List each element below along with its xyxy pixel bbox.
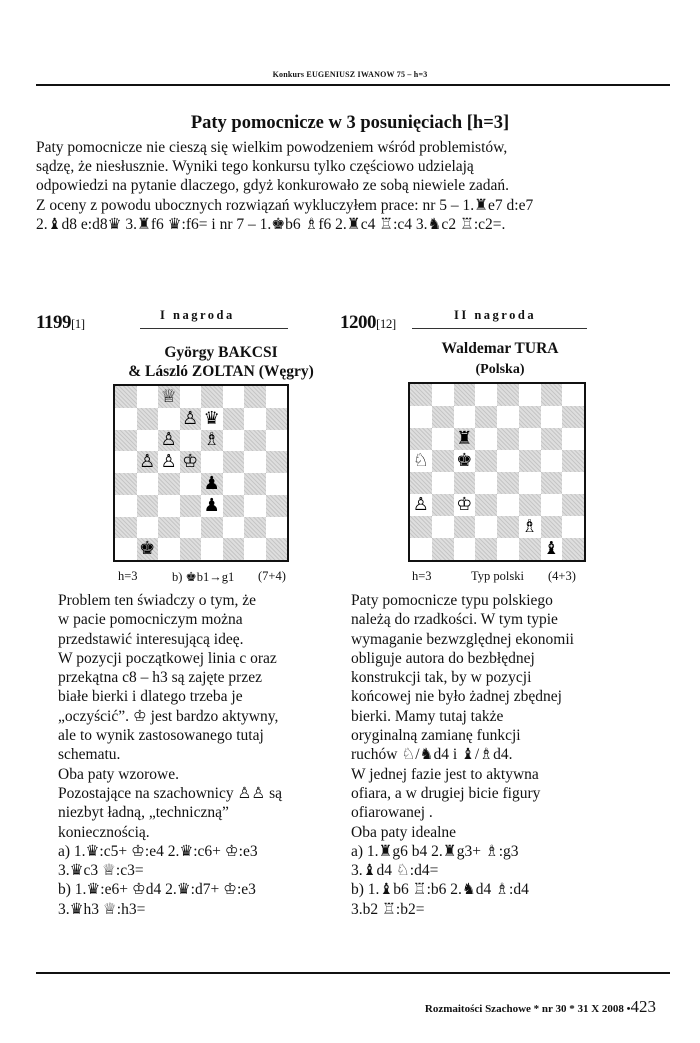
board-square [541,472,563,494]
board-square [158,495,180,517]
chess-piece: ♙ [412,494,429,515]
commentary-line: ruchów ♘/♞d4 i ♝/♗d4. [351,746,513,764]
header-rule [36,84,670,86]
commentary-line: W pozycji początkowej linia c oraz [58,649,277,667]
board-square [432,428,454,450]
commentary-line: końcowej nie było żadnej zbędnej [351,688,562,706]
commentary-line: koniecznością. [58,823,150,841]
board-square [519,450,541,472]
award-rule [412,328,587,329]
intro-line: Z oceny z powodu ubocznych rozwiązań wykluczyłem prace: nr 5 – 1.♜e7 d:e7 [36,196,534,214]
board-square [180,495,202,517]
chess-piece: ♙ [160,429,177,451]
board-square [266,451,288,473]
board-square [223,408,245,430]
intro-paragraph [36,138,676,234]
section-title: Paty pomocnicze w 3 posunięciach [h=3] [190,113,510,133]
commentary-line: W jednej fazie jest to aktywna [351,765,539,783]
board-square [541,494,563,516]
board-square [562,538,584,560]
board-square [497,428,519,450]
author-names [96,343,346,381]
commentary-line: a) 1.♛:c5+ ♔:e4 2.♛:c6+ ♔:e3 [58,842,258,860]
problem-number: 1200[12] [340,312,396,333]
board-square [475,538,497,560]
board-square [137,538,159,560]
board-square [115,538,137,560]
board-square [432,406,454,428]
running-header: Konkurs EUGENIUSZ IWANOW 75 – h=3 [272,70,428,79]
problem-number: 1199[1] [36,312,85,333]
board-square [201,408,223,430]
board-square [519,538,541,560]
board-square [541,450,563,472]
board-square [432,384,454,406]
board-square [497,450,519,472]
board-square [180,430,202,452]
piece-count: (7+4) [258,569,286,583]
board-square [475,472,497,494]
board-square [497,406,519,428]
chess-piece: ♗ [521,516,538,537]
board-square [244,386,266,408]
board-square [137,473,159,495]
board-square [432,538,454,560]
board-square [115,517,137,539]
board-square [475,494,497,516]
board-square [541,384,563,406]
board-square [519,384,541,406]
board-square [158,386,180,408]
board-square [454,472,476,494]
commentary-line: niezbyt ładną, „techniczną” [58,804,229,822]
chess-piece: ♗ [203,429,220,451]
chess-piece: ♚ [139,538,156,560]
board-square [137,408,159,430]
board-square [454,406,476,428]
board-square [244,451,266,473]
author-line: Waldemar TURA [441,340,559,357]
board-square [244,408,266,430]
award-label: II nagroda [454,308,537,322]
award-rule [140,328,288,329]
page-number: 423 [630,997,656,1016]
board-square [519,428,541,450]
board-square [497,538,519,560]
chess-piece: ♘ [412,450,429,471]
commentary-line: ale to wynik zastosowanego tutaj [58,727,264,745]
page-footer: Rozmaitości Szachowe * nr 30 * 31 X 2008 •423 [424,997,656,1016]
board-square [454,384,476,406]
board-square [454,428,476,450]
board-square [180,517,202,539]
board-square [541,516,563,538]
commentary-line: b) 1.♝b6 ♖:b6 2.♞d4 ♗:d4 [351,881,529,899]
author-country: (Polska) [475,362,525,377]
board-square [454,538,476,560]
problem-commentary [351,591,651,919]
board-square [180,473,202,495]
intro-line: sądzę, że niesłusznie. Wyniki tego konkursu tylko częściowo udzielają [36,158,474,176]
board-square [454,494,476,516]
board-square [223,473,245,495]
board-square [158,517,180,539]
author-names [390,339,610,358]
board-square [562,450,584,472]
board-square [137,495,159,517]
board-square [410,538,432,560]
commentary-line: obliguje autora do bezbłędnej [351,649,535,667]
board-square [519,472,541,494]
board-square [266,538,288,560]
chess-piece: ♙ [139,451,156,473]
piece-count: (4+3) [548,569,576,583]
board-square [497,494,519,516]
chess-piece: ♟ [203,494,220,516]
board-square [475,428,497,450]
commentary-line: białe bierki i dlatego trzeba je [58,688,243,706]
commentary-line: b) 1.♛:e6+ ♔d4 2.♛:d7+ ♔:e3 [58,881,256,899]
commentary-line: w pacie pomocniczym można [58,611,243,629]
board-square [115,473,137,495]
board-square [562,472,584,494]
author-line: & László ZOLTAN (Węgry) [128,363,314,380]
board-square [266,408,288,430]
commentary-line: 3.b2 ♖:b2= [351,900,425,918]
board-square [180,451,202,473]
board-square [410,472,432,494]
chess-piece: ♔ [182,451,199,473]
chess-piece: ♙ [182,407,199,429]
chess-piece: ♛ [203,407,220,429]
commentary-line: schematu. [58,746,121,764]
board-square [115,430,137,452]
intro-line: 2.♝d8 e:d8♛ 3.♜f6 ♛:f6= i nr 7 – 1.♚b6 ♗f6 2.♜c4 ♖:c4 3.♞c2 ♖:c2=. [36,215,506,233]
board-square [562,384,584,406]
board-square [266,386,288,408]
commentary-line: wymaganie bezwzględnej ekonomii [351,630,574,648]
board-square [410,494,432,516]
commentary-line: należą do rzadkości. W tym typie [351,611,558,629]
board-square [115,495,137,517]
chess-piece: ♝ [543,538,560,559]
board-square [201,386,223,408]
board-square [244,538,266,560]
board-square [475,450,497,472]
board-square [497,384,519,406]
intro-line: odpowiedzi na pytanie dlaczego, gdyż konkurowało ze sobą niewiele zadań. [36,177,509,195]
problem-commentary [58,591,338,919]
board-square [201,451,223,473]
board-square [562,494,584,516]
board-square [475,384,497,406]
board-square [137,430,159,452]
board-square [137,386,159,408]
board-square [432,494,454,516]
board-square [180,386,202,408]
board-square [158,451,180,473]
board-square [519,494,541,516]
board-square [266,430,288,452]
chess-board [408,382,586,562]
board-square [497,472,519,494]
board-square [266,473,288,495]
board-square [115,408,137,430]
board-square [432,516,454,538]
board-square [201,495,223,517]
author-line: György BAKCSI [164,344,278,361]
board-square [158,473,180,495]
commentary-line: ofiarowanej . [351,804,433,822]
board-square [266,517,288,539]
board-square [223,495,245,517]
board-square [158,538,180,560]
commentary-line: „oczyścić”. ♔ jest bardzo aktywny, [58,707,279,725]
board-square [201,517,223,539]
commentary-line: przekątna c8 – h3 są zajęte przez [58,669,262,687]
board-square [562,428,584,450]
chess-piece: ♙ [160,451,177,473]
intro-line: Paty pomocnicze nie cieszą się wielkim powodzeniem wśród problemistów, [36,139,508,156]
board-square [266,495,288,517]
commentary-line: Pozostające na szachownicy ♙♙ są [58,784,283,802]
board-square [410,406,432,428]
board-square [497,516,519,538]
board-square [137,517,159,539]
board-square [180,408,202,430]
commentary-line: przedstawić interesującą ideę. [58,630,244,648]
board-square [562,406,584,428]
board-square [137,451,159,473]
board-square [223,517,245,539]
stipulation: h=3 [412,569,432,583]
commentary-line: Problem ten świadczy o tym, że [58,592,257,609]
board-square [201,473,223,495]
commentary-line: 3.♝d4 ♘:d4= [351,862,439,880]
chess-piece: ♟ [203,472,220,494]
chess-piece: ♜ [456,428,473,449]
board-square [115,386,137,408]
twin-note: b) ♚b1→g1 [172,570,235,584]
board-square [410,384,432,406]
board-square [410,450,432,472]
board-square [562,516,584,538]
chess-piece: ♕ [160,385,177,407]
chess-piece: ♚ [456,450,473,471]
commentary-line: ofiara, a w drugiej bicie figury [351,784,541,802]
board-square [244,517,266,539]
board-square [432,472,454,494]
commentary-line: 3.♛h3 ♕:h3= [58,900,146,918]
board-square [410,428,432,450]
board-square [475,516,497,538]
board-square [541,428,563,450]
commentary-line: a) 1.♜g6 b4 2.♜g3+ ♗:g3 [351,842,519,860]
board-square [454,516,476,538]
board-square [223,386,245,408]
board-square [541,406,563,428]
board-square [454,450,476,472]
commentary-line: bierki. Mamy tutaj także [351,707,504,725]
problem-type: Typ polski [471,569,524,583]
board-square [244,473,266,495]
commentary-line: oryginalną zamianę funkcji [351,727,521,745]
chess-piece: ♔ [456,494,473,515]
board-square [158,408,180,430]
board-square [201,538,223,560]
chess-board [113,384,289,562]
board-square [519,406,541,428]
board-square [223,451,245,473]
commentary-line: Paty pomocnicze typu polskiego [351,592,553,609]
commentary-line: 3.♛c3 ♕:c3= [58,862,144,880]
board-square [158,430,180,452]
board-square [201,430,223,452]
commentary-line: Oba paty idealne [351,823,457,841]
board-square [115,451,137,473]
board-square [223,430,245,452]
board-square [244,495,266,517]
footer-rule [36,972,670,974]
award-label: I nagroda [160,308,235,322]
board-square [432,450,454,472]
board-square [475,406,497,428]
board-square [223,538,245,560]
commentary-line: Oba paty wzorowe. [58,765,179,783]
board-square [410,516,432,538]
commentary-line: konstrukcji tak, by w pozycji [351,669,532,687]
stipulation: h=3 [118,569,138,583]
board-square [180,538,202,560]
board-square [541,538,563,560]
board-square [244,430,266,452]
board-square [519,516,541,538]
